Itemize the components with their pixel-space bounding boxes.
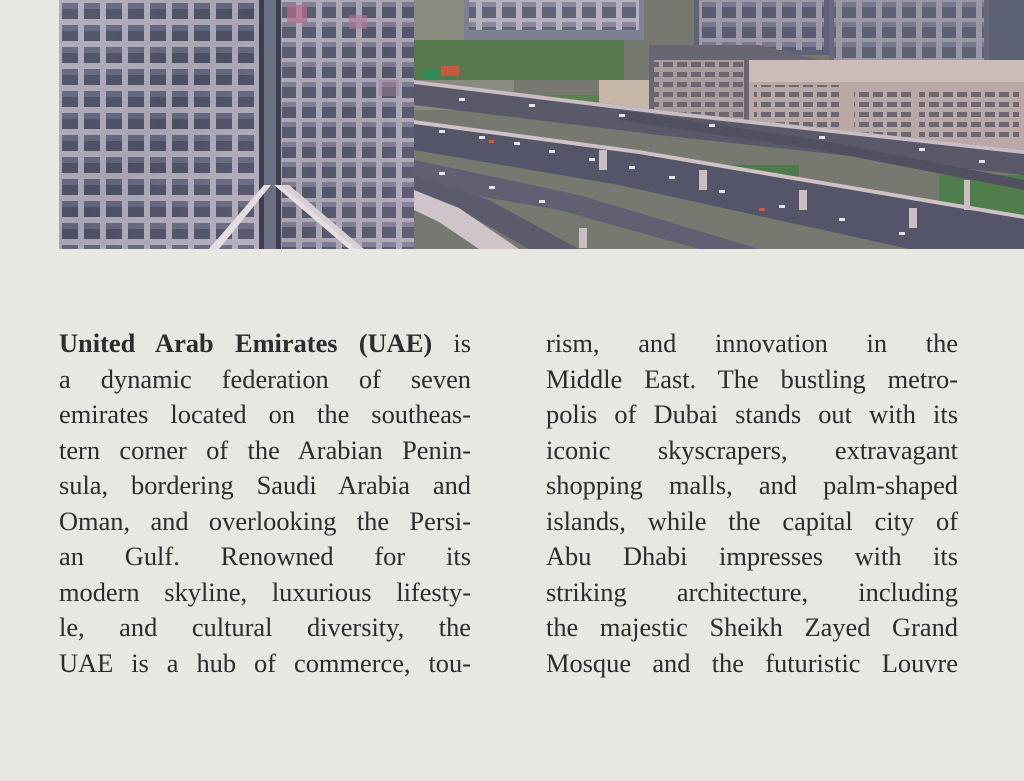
article-line: polis of Dubai stands out with its (546, 399, 958, 429)
article-line: sula, bordering Saudi Arabia and (59, 470, 471, 500)
article-line: rism, and innovation in the (546, 328, 958, 358)
article-line: a dynamic federation of seven (59, 363, 471, 394)
article-line: islands, while the capital city of (546, 505, 958, 536)
article-line: Abu Dhabi impresses with its (546, 541, 958, 571)
hero-photo (59, 0, 1024, 249)
article-line: Oman, and overlooking the Persi- (59, 505, 471, 536)
article-line: Middle East. The bustling metro- (546, 363, 958, 394)
article-line: tern corner of the Arabian Penin- (59, 434, 471, 465)
article-line: UAE is a hub of commerce, tou- (59, 647, 471, 678)
article-line (59, 326, 471, 362)
article-column-left (59, 326, 471, 681)
dubai-skyline-image (59, 0, 1024, 249)
article-column-right (546, 326, 958, 681)
article-line: the majestic Sheikh Zayed Grand (546, 612, 958, 642)
article-lead: United Arab Emirates (UAE) (59, 328, 433, 358)
article-line: an Gulf. Renowned for its (59, 541, 471, 571)
article-line: le, and cultural diversity, the (59, 612, 471, 642)
article-line: modern skyline, luxurious lifesty- (59, 576, 471, 607)
article-line: Mosque and the futuristic Louvre (546, 647, 958, 678)
article-line: emirates located on the southeas- (59, 399, 471, 429)
article-line: striking architecture, including (546, 576, 958, 607)
article-line: iconic skyscrapers, extravagant (546, 434, 958, 465)
article-line: shopping malls, and palm-shaped (546, 470, 958, 500)
article-line-text: is (432, 328, 472, 358)
